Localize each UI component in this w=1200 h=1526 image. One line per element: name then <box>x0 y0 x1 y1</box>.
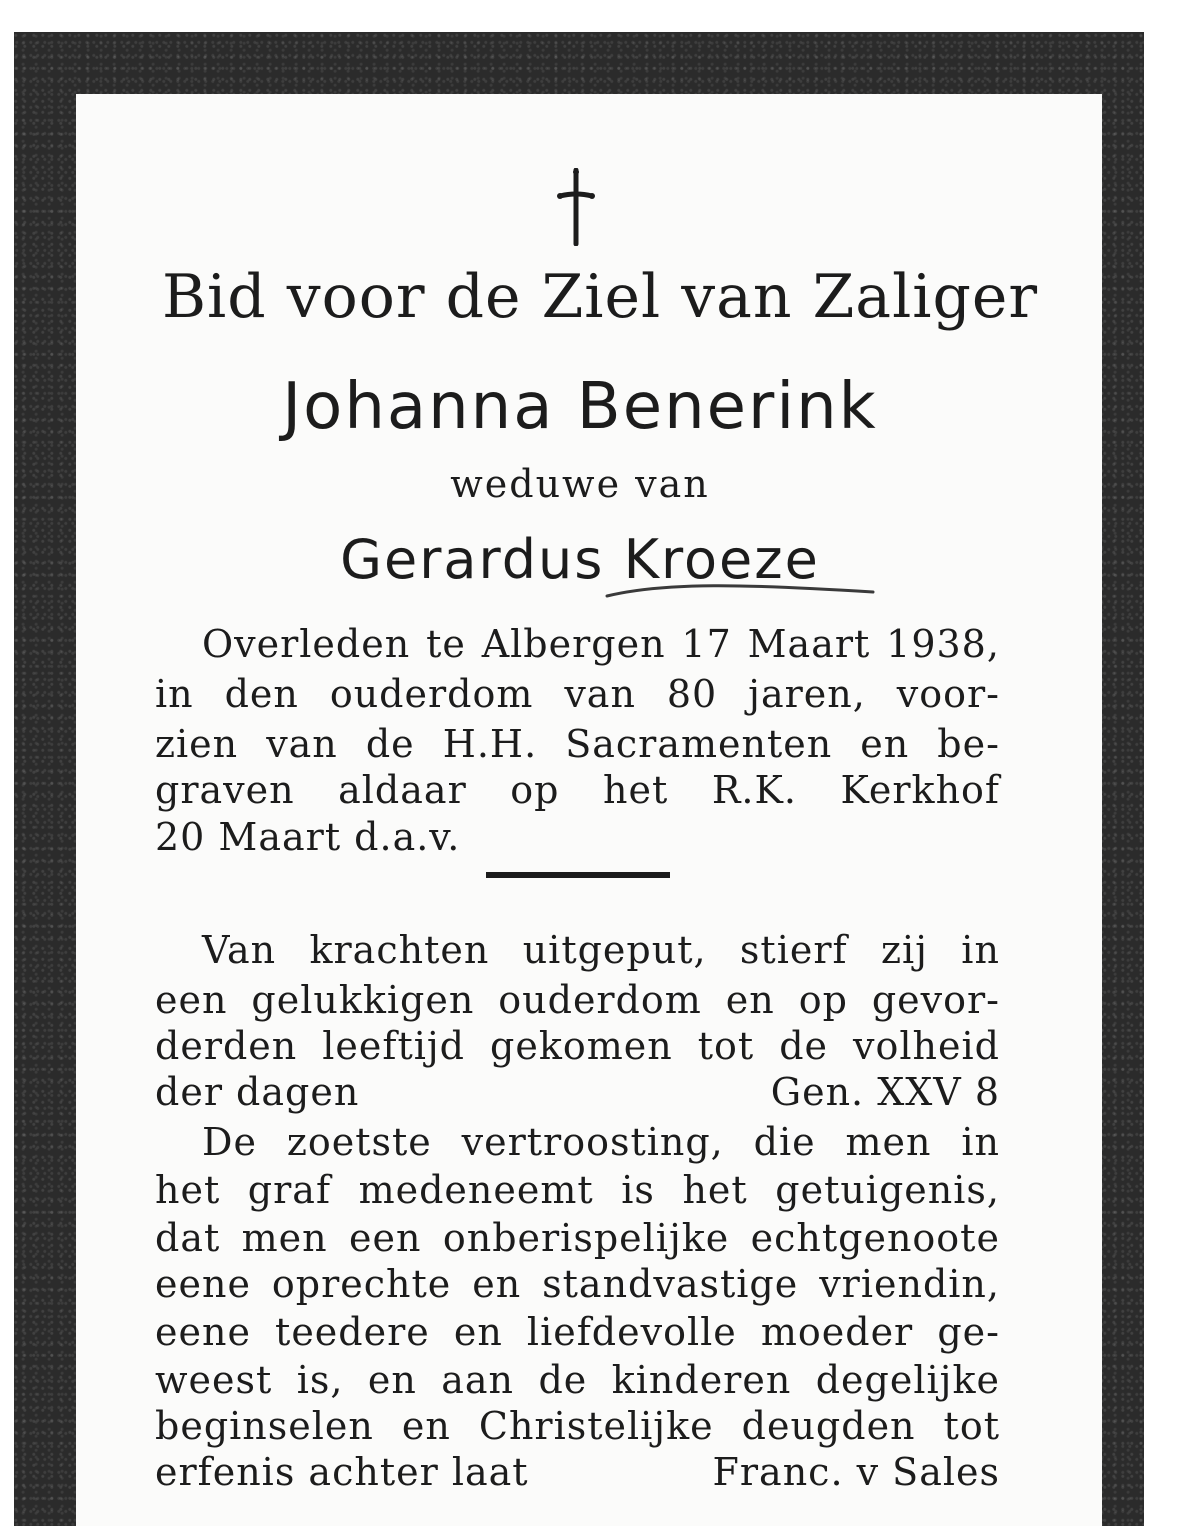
handwritten-underline <box>605 576 875 606</box>
quote-line: het graf medeneemt is het getuigenis, <box>155 1168 1000 1212</box>
card-heading: Bid voor de Ziel van Zaliger <box>161 262 1039 332</box>
deceased-name: Johanna Benerink <box>282 370 878 444</box>
death-notice-line: 20 Maart d.a.v. <box>155 815 461 859</box>
quote-line: dat men een onberispelijke echtgenoote <box>155 1216 1000 1260</box>
widow-of-label: weduwe van <box>450 462 710 506</box>
quote-source: Gen. XXV 8 <box>770 1070 1000 1114</box>
quote-last-line-text: der dagen <box>155 1070 360 1114</box>
quote-line: een gelukkigen ouderdom en op gevor- <box>155 978 1000 1022</box>
cross-icon <box>556 168 596 246</box>
quote-line: eene teedere en liefdevolle moeder ge- <box>155 1310 1000 1354</box>
death-notice-line: in den ouderdom van 80 jaren, voor- <box>155 672 1000 716</box>
quote-line: Van krachten uitgeput, stierf zij in <box>202 928 1000 972</box>
spouse-name: Gerardus Kroeze <box>340 528 820 591</box>
quote-last-line <box>155 1450 1000 1494</box>
death-notice-line: graven aldaar op het R.K. Kerkhof <box>155 768 1000 812</box>
quote-last-line-text: erfenis achter laat <box>155 1450 529 1494</box>
quote-line: De zoetste vertroosting, die men in <box>202 1120 1000 1164</box>
death-notice-line: Overleden te Albergen 17 Maart 1938, <box>202 622 1000 666</box>
quote-line: weest is, en aan de kinderen degelijke <box>155 1358 1000 1402</box>
death-notice-line: zien van de H.H. Sacramenten en be- <box>155 722 1000 766</box>
quote-line: eene oprechte en standvastige vriendin, <box>155 1262 1000 1306</box>
quote-line: derden leeftijd gekomen tot de volheid <box>155 1024 1000 1068</box>
quote-source: Franc. v Sales <box>712 1450 1000 1494</box>
quote-last-line <box>155 1070 1000 1114</box>
quote-line: beginselen en Christelijke deugden tot <box>155 1404 1000 1448</box>
separator-rule <box>486 872 670 878</box>
